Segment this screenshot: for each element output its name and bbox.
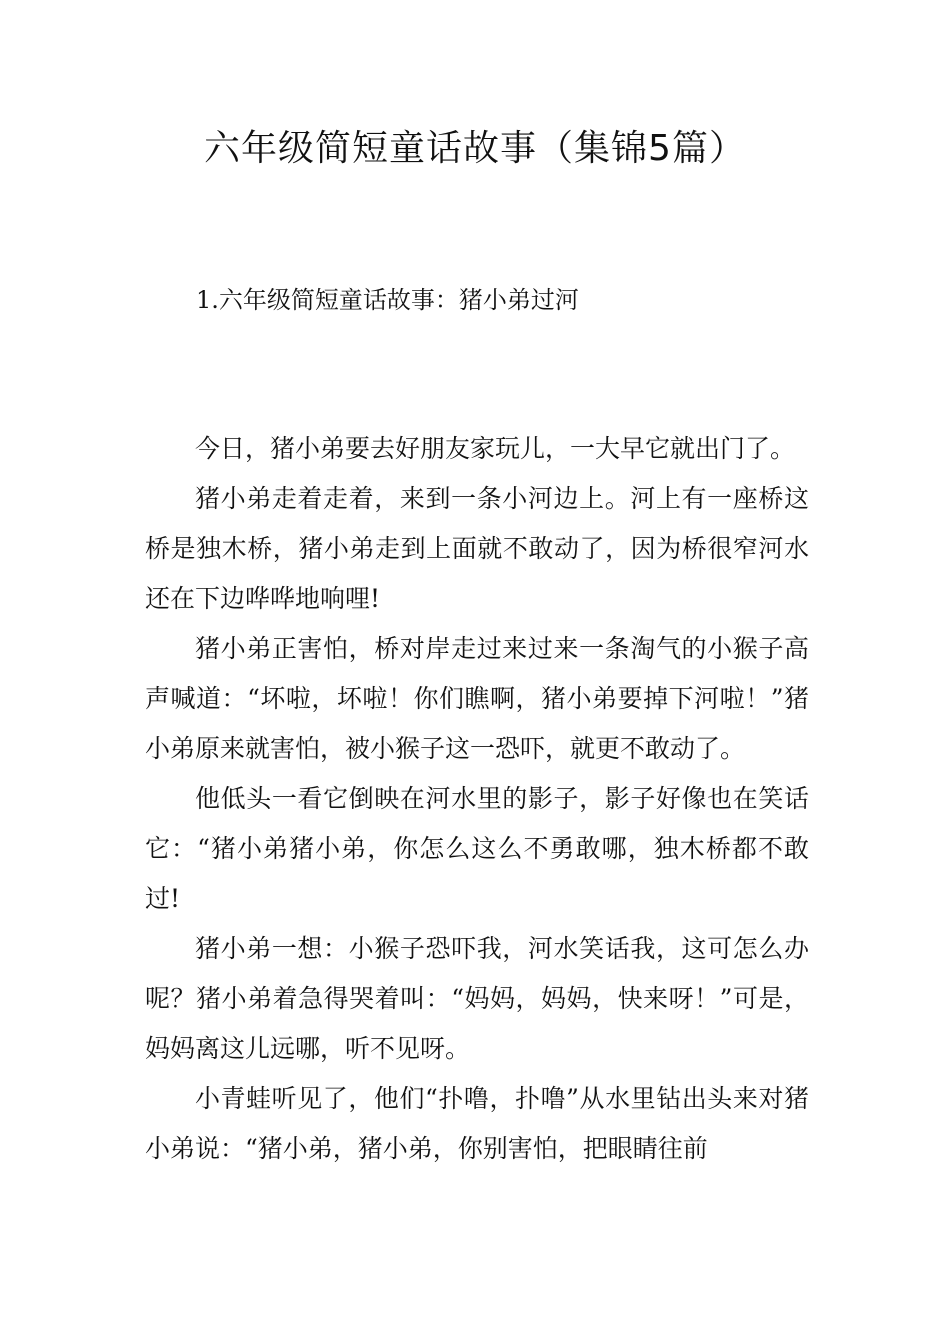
story-body xyxy=(145,424,809,1174)
story-paragraph: 小青蛙听见了，他们“扑噜，扑噜”从水里钻出头来对猪小弟说：“猪小弟，猪小弟，你别害怕，把眼睛往前 xyxy=(145,1084,809,1163)
story-paragraph: 今日，猪小弟要去好朋友家玩儿，一大早它就出门了。 xyxy=(195,434,796,463)
section-heading: 1.六年级简短童话故事：猪小弟过河 xyxy=(196,286,579,314)
story-paragraph: 猪小弟正害怕，桥对岸走过来过来一条淘气的小猴子高声喊道：“坏啦，坏啦！你们瞧啊，猪小弟要掉下河啦！”猪小弟原来就害怕，被小猴子这一恐吓，就更不敢动了。 xyxy=(145,634,809,763)
story-paragraph: 他低头一看它倒映在河水里的影子，影子好像也在笑话它：“猪小弟猪小弟，你怎么这么不勇敢哪，独木桥都不敢过! xyxy=(145,784,809,913)
story-paragraph: 猪小弟走着走着，来到一条小河边上。河上有一座桥这桥是独木桥，猪小弟走到上面就不敢动了，因为桥很窄河水还在下边哗哗地响哩! xyxy=(145,484,809,613)
document-title: 六年级简短童话故事（集锦5篇） xyxy=(204,128,746,169)
story-paragraph: 猪小弟一想：小猴子恐吓我，河水笑话我，这可怎么办呢？猪小弟着急得哭着叫：“妈妈，妈妈，快来呀！”可是，妈妈离这儿远哪，听不见呀。 xyxy=(145,934,809,1063)
